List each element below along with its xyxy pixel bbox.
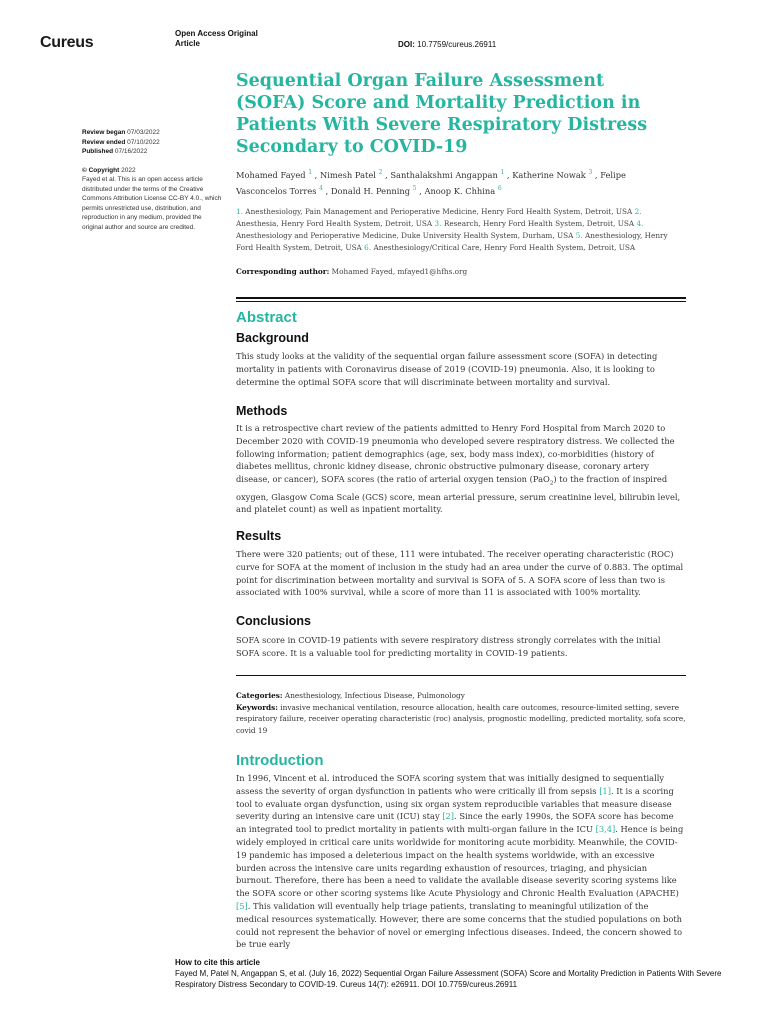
doi bbox=[398, 40, 496, 49]
affiliation-text: Anesthesiology/Critical Care, Henry Ford Health System, Detroit, USA bbox=[373, 243, 636, 252]
author[interactable]: Mohamed Fayed $^1$ bbox=[236, 169, 313, 180]
affiliation-number: 6. bbox=[364, 243, 372, 252]
results-heading: Results bbox=[236, 529, 282, 543]
reference-link[interactable]: [5] bbox=[236, 900, 248, 911]
copyright-year: 2022 bbox=[121, 166, 136, 174]
author[interactable]: Nimesh Patel $^2$ bbox=[319, 169, 383, 180]
section-divider bbox=[236, 301, 686, 302]
corresponding-label: Corresponding author: bbox=[236, 267, 330, 276]
author-list: Mohamed Fayed $^1$ , Nimesh Patel $^2$ , Santhalakshmi Angappan $^1$ , Katherine Nowak $^3$ , Felipe Vasconcelos Torres $^4$ , Donald H. Penning $^5$ , Anoop K. Chhina $^6$ bbox=[236, 169, 626, 196]
affiliation-number: 2. bbox=[634, 207, 642, 216]
published-date: 07/16/2022 bbox=[114, 148, 148, 155]
introduction-heading: Introduction bbox=[236, 752, 324, 769]
author[interactable]: Anoop K. Chhina $^6$ bbox=[424, 184, 502, 196]
affiliation-number: 1. bbox=[236, 207, 243, 216]
affiliation-number: 3. bbox=[434, 219, 442, 228]
affiliation-text: Anesthesiology, Pain Management and Perioperative Medicine, Henry Ford Health System, Detroit, USA bbox=[245, 207, 633, 216]
keywords-label: Keywords: bbox=[236, 702, 278, 712]
article-title: Sequential Organ Failure Assessment (SOFA) Score and Mortality Prediction in Patients With Severe Respiratory Distress Secondary to COVID-19 bbox=[236, 71, 648, 157]
background-text: This study looks at the validity of the sequential organ failure assessment score (SOFA) in detecting mortality in patients with Coronavirus disease of 2019 (COVID-19) pneumonia. Also, it is looking to determine the optimal SOFA score that will discriminate between mortality and survival. bbox=[236, 351, 658, 387]
affiliation-text: Anesthesiology, Henry Ford Health System, Detroit, USA bbox=[236, 231, 668, 252]
abstract-heading: Abstract bbox=[236, 309, 297, 326]
methods-heading: Methods bbox=[236, 404, 288, 418]
keywords-value: invasive mechanical ventilation, resource allocation, health care outcomes, resource-limited setting, severe respiratory failure, receiver operating characteristic (roc) analysis, prognostic modelling, predicted mortality, sofa score, covid 19 bbox=[236, 702, 686, 735]
article-type-line1: Open Access Original bbox=[175, 29, 258, 38]
review-ended-label: Review ended bbox=[82, 138, 126, 146]
reference-link[interactable]: [2] bbox=[442, 811, 455, 822]
section-divider bbox=[236, 675, 686, 676]
conclusions-heading: Conclusions bbox=[236, 614, 312, 628]
affiliation-text: Anesthesia, Henry Ford Health System, Detroit, USA bbox=[236, 219, 433, 228]
citation-heading: How to cite this article bbox=[175, 958, 260, 967]
corresponding-value[interactable]: Mohamed Fayed, mfayed1@hfhs.org bbox=[331, 267, 468, 276]
article-meta bbox=[82, 128, 222, 232]
affiliation-text: Research, Henry Ford Health System, Detroit, USA bbox=[443, 219, 635, 228]
review-ended-date: 07/10/2022 bbox=[127, 138, 160, 146]
author[interactable]: Donald H. Penning $^5$ bbox=[330, 184, 417, 196]
affiliation-text: Anesthesiology and Perioperative Medicine, Duke University Health System, Durham, USA bbox=[236, 231, 574, 240]
keywords-block bbox=[236, 690, 686, 736]
reference-link[interactable]: [3,4] bbox=[595, 824, 616, 835]
methods-text: It is a retrospective chart review of the patients admitted to Henry Ford Hospital from March 2020 to December 2020 with COVID-19 pneumonia who developed severe respiratory distress. We collected the following information; patient demographics (age, sex, body mass index), co-morbidities (history of diabetes mellitus, chronic kidney disease, chronic obstructive pulmonary disease, coronary artery disease, or cancer), SOFA scores (the ratio of arterial oxygen tension (PaO$_2$) to the fraction of inspired oxygen, Glasgow Coma Scale (GCS) score, mean arterial pressure, serum creatinine level, bilirubin level, and platelet count) as well as inpatient mortality. bbox=[236, 423, 681, 515]
review-began-label: Review began bbox=[82, 129, 126, 136]
results-text: There were 320 patients; out of these, 111 were intubated. The receiver operating characteristic (ROC) curve for SOFA at the moment of inclusion in the study had an area under the curve of 0.883. The optimal point for discrimination between mortality and survival is SOFA of 5. A SOFA score of less than two is associated with 100% survival, while a score of more than 11 is associated with 100% mortality. bbox=[236, 549, 684, 598]
affiliations bbox=[236, 206, 681, 254]
categories-value: Anesthesiology, Infectious Disease, Pulmonology bbox=[284, 691, 465, 700]
published-label: Published bbox=[82, 148, 114, 155]
license-text: Fayed et al. This is an open access article distributed under the terms of the Creative Commons Attribution License CC-BY 4.0., which permits unrestricted use, distribution, and reproduction in any medium, provided the original author and source are credited. bbox=[82, 176, 222, 231]
doi-label: DOI: bbox=[398, 40, 415, 49]
article-type-line2: Article bbox=[175, 39, 200, 48]
affiliation-number: 5. bbox=[575, 231, 583, 240]
introduction-text: In 1996, Vincent et al. introduced the SOFA scoring system that was initially designed to sequentially assess the severity of organ dysfunction in patients who were critically ill from sepsis [1]. It is a scoring tool to evaluate organ dysfunction, using six organ system reproducible variables that measure disease severity during an intensive care unit (ICU) stay [2]. Since the early 1990s, the SOFA score has become an integrated tool to predict mortality in patients with multi-organ failure in the ICU [3,4]. Hence is being widely employed in critical care units worldwide for monitoring acute morbidity. Meanwhile, the COVID-19 pandemic has imposed a deleterious impact on the health systems worldwide, with an excessive burden across the intensive care units regarding exhaustion of resources, triaging, and physician burnout. Therefore, there has been a need to validate the available disease severity scoring systems like the SOFA score or other scoring systems like Acute Physiology and Chronic Health Evaluation (APACHE) [5]. This validation will eventually help triage patients, translating to meaningful utilization of the medical resources systematically. However, there are some concerns that the studied populations on both could not represent the behavior of novel or emerging infectious diseases. Indeed, the concern showed to be true early bbox=[236, 773, 684, 950]
article-type bbox=[175, 29, 258, 49]
author[interactable]: Santhalakshmi Angappan $^1$ bbox=[390, 169, 505, 180]
section-divider bbox=[236, 297, 686, 299]
citation-text: Fayed M, Patel N, Angappan S, et al. (July 16, 2022) Sequential Organ Failure Assessment (SOFA) Score and Mortality Prediction in Patients With Severe Respiratory Distress Secondary to COVID-19. Cureus 14(7): e26911. DOI 10.7759/cureus.26911 bbox=[175, 969, 722, 989]
affiliation-number: 4. bbox=[636, 219, 644, 228]
author[interactable]: Katherine Nowak $^3$ bbox=[512, 169, 593, 180]
categories-label: Categories: bbox=[236, 691, 283, 700]
conclusions-text: SOFA score in COVID-19 patients with severe respiratory distress strongly correlates with the initial SOFA score. It is a valuable tool for predicting mortality in COVID-19 patients. bbox=[236, 635, 661, 658]
doi-value[interactable]: 10.7759/cureus.26911 bbox=[417, 40, 497, 49]
copyright-label: © Copyright bbox=[82, 166, 120, 174]
journal-logo: Cureus bbox=[40, 34, 94, 51]
background-heading: Background bbox=[236, 331, 309, 345]
review-began-date: 07/03/2022 bbox=[127, 129, 160, 136]
reference-link[interactable]: [1] bbox=[599, 785, 611, 796]
corresponding-author bbox=[236, 267, 467, 276]
author[interactable]: Felipe Vasconcelos Torres $^4$ bbox=[236, 169, 626, 196]
